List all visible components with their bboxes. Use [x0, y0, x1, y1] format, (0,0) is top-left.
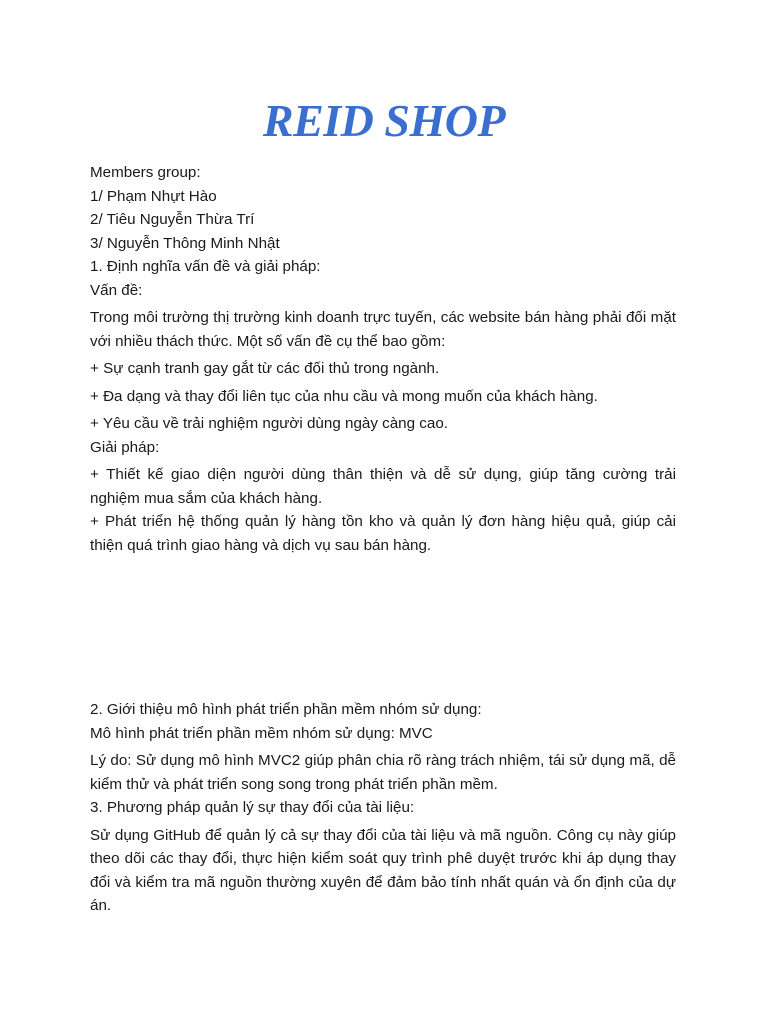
- member-item: 1/ Phạm Nhựt Hào: [90, 187, 217, 205]
- member-item: 3/ Nguyễn Thông Minh Nhật: [90, 234, 280, 252]
- section-intro: [90, 161, 676, 557]
- solution-label: Giải pháp:: [90, 438, 160, 456]
- bullet-item: + Yêu cầu về trải nghiệm người dùng ngày càng cao.: [90, 415, 449, 432]
- document-title: REID SHOP: [262, 95, 506, 146]
- section-heading: 3. Phương pháp quản lý sự thay đổi của tài liệu:: [90, 799, 415, 816]
- members-label: Members group:: [90, 164, 201, 181]
- paragraph: Sử dụng GitHub để quản lý cả sự thay đổi của tài liệu và mã nguồn. Công cụ này giúp theo dõi các thay đổi, thực hiện kiểm soát quy trình phê duyệt trước khi áp dụng thay đổi và kiểm tra mã nguồn thường xuyên để đảm bảo tính nhất quán và ổn định của dự án.: [90, 826, 676, 914]
- section-details: [90, 698, 676, 918]
- member-item: 2/ Tiêu Nguyễn Thừa Trí: [90, 211, 255, 228]
- problem-label: Vấn đề:: [90, 281, 143, 299]
- bullet-item: + Đa dạng và thay đổi liên tục của nhu cầu và mong muốn của khách hàng.: [90, 387, 598, 405]
- section-heading: 2. Giới thiệu mô hình phát triển phần mềm nhóm sử dụng:: [90, 701, 482, 718]
- paragraph: Mô hình phát triển phần mềm nhóm sử dụng: MVC: [90, 724, 433, 742]
- paragraph: Lý do: Sử dụng mô hình MVC2 giúp phân chia rõ ràng trách nhiệm, tái sử dụng mã, dễ kiểm thử và phát triển song song trong phát triển phần mềm.: [90, 752, 676, 793]
- bullet-item: + Sự cạnh tranh gay gắt từ các đối thủ trong ngành.: [90, 360, 440, 377]
- paragraph: Trong môi trường thị trường kinh doanh trực tuyến, các website bán hàng phải đối mặt với nhiều thách thức. Một số vấn đề cụ thể bao gồm:: [90, 309, 676, 350]
- bullet-item: + Phát triển hệ thống quản lý hàng tồn kho và quản lý đơn hàng hiệu quả, giúp cải thiện quá trình giao hàng và dịch vụ sau bán hàng.: [90, 513, 676, 554]
- section-heading: 1. Định nghĩa vấn đề và giải pháp:: [90, 258, 321, 275]
- bullet-item: + Thiết kế giao diện người dùng thân thiện và dễ sử dụng, giúp tăng cường trải nghiệm mua sắm của khách hàng.: [90, 466, 676, 507]
